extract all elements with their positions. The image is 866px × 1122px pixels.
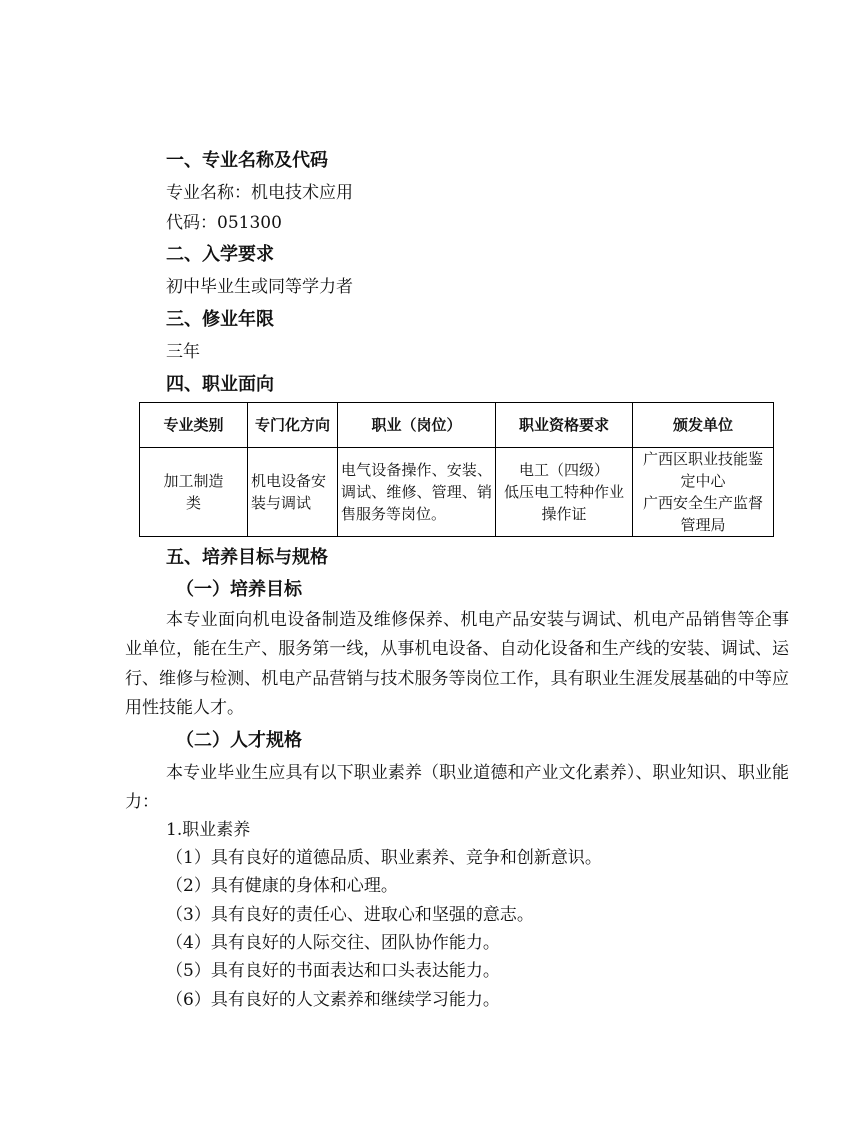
- table-row: [140, 448, 774, 537]
- major-name: 专业名称：机电技术应用: [166, 183, 353, 203]
- cell-issuer: [633, 448, 774, 537]
- header-category: 专业类别: [140, 403, 248, 448]
- header-direction: 专门化方向: [248, 403, 338, 448]
- talent-spec-paragraph: 本专业毕业生应具有以下职业素养（职业道德和产业文化素养）、职业知识、职业能力：: [125, 763, 789, 813]
- section-4-heading: 四、职业面向: [166, 374, 274, 395]
- training-objective-heading: （一）培养目标: [176, 579, 302, 600]
- header-issuer: 颁发单位: [633, 403, 774, 448]
- section-1-heading: 一、专业名称及代码: [166, 150, 328, 171]
- study-duration: 三年: [166, 342, 200, 362]
- list-item: （2）具有健康的身体和心理。: [166, 876, 398, 896]
- list-item: （6）具有良好的人文素养和继续学习能力。: [166, 990, 500, 1010]
- admission-requirement: 初中毕业生或同等学力者: [166, 277, 353, 297]
- talent-spec-heading: （二）人才规格: [176, 730, 302, 751]
- table-header-row: [140, 403, 774, 448]
- header-occupation: 职业（岗位）: [338, 403, 496, 448]
- qualification-low-voltage-certificate: 低压电工特种作业操作证: [503, 483, 624, 523]
- cell-category: 加工制造类: [140, 448, 248, 537]
- cell-direction: 机电设备安装与调试: [248, 448, 338, 537]
- list-item: （1）具有良好的道德品质、职业素养、竞争和创新意识。: [166, 848, 602, 868]
- section-5-heading: 五、培养目标与规格: [166, 547, 328, 568]
- cell-occupation: 电气设备操作、安装、调试、维修、管理、销售服务等岗位。: [338, 448, 496, 537]
- issuer-safety-bureau: 广西安全生产监督管理局: [642, 494, 763, 534]
- issuer-skill-center: 广西区职业技能鉴定中心: [642, 450, 763, 490]
- qualification-electrician: 电工（四级）: [518, 461, 609, 479]
- section-3-heading: 三、修业年限: [166, 309, 274, 330]
- training-objective-paragraph: 本专业面向机电设备制造及维修保养、机电产品安装与调试、机电产品销售等企事业单位，能在生产、服务第一线，从事机电设备、自动化设备和生产线的安装、调试、运行、维修与检测、机电产品营销与技术服务等岗位工作，具有职业生涯发展基础的中等应用性技能人才。: [125, 610, 789, 718]
- professional-quality-heading: 1.职业素养: [166, 820, 251, 840]
- list-item: （4）具有良好的人际交往、团队协作能力。: [166, 933, 500, 953]
- header-qualification: 职业资格要求: [496, 403, 633, 448]
- section-2-heading: 二、入学要求: [166, 244, 274, 265]
- list-item: （5）具有良好的书面表达和口头表达能力。: [166, 961, 500, 981]
- cell-qualification: [496, 448, 633, 537]
- major-code: 代码：051300: [166, 213, 282, 233]
- list-item: （3）具有良好的责任心、进取心和坚强的意志。: [166, 905, 534, 925]
- career-orientation-table: [139, 402, 774, 537]
